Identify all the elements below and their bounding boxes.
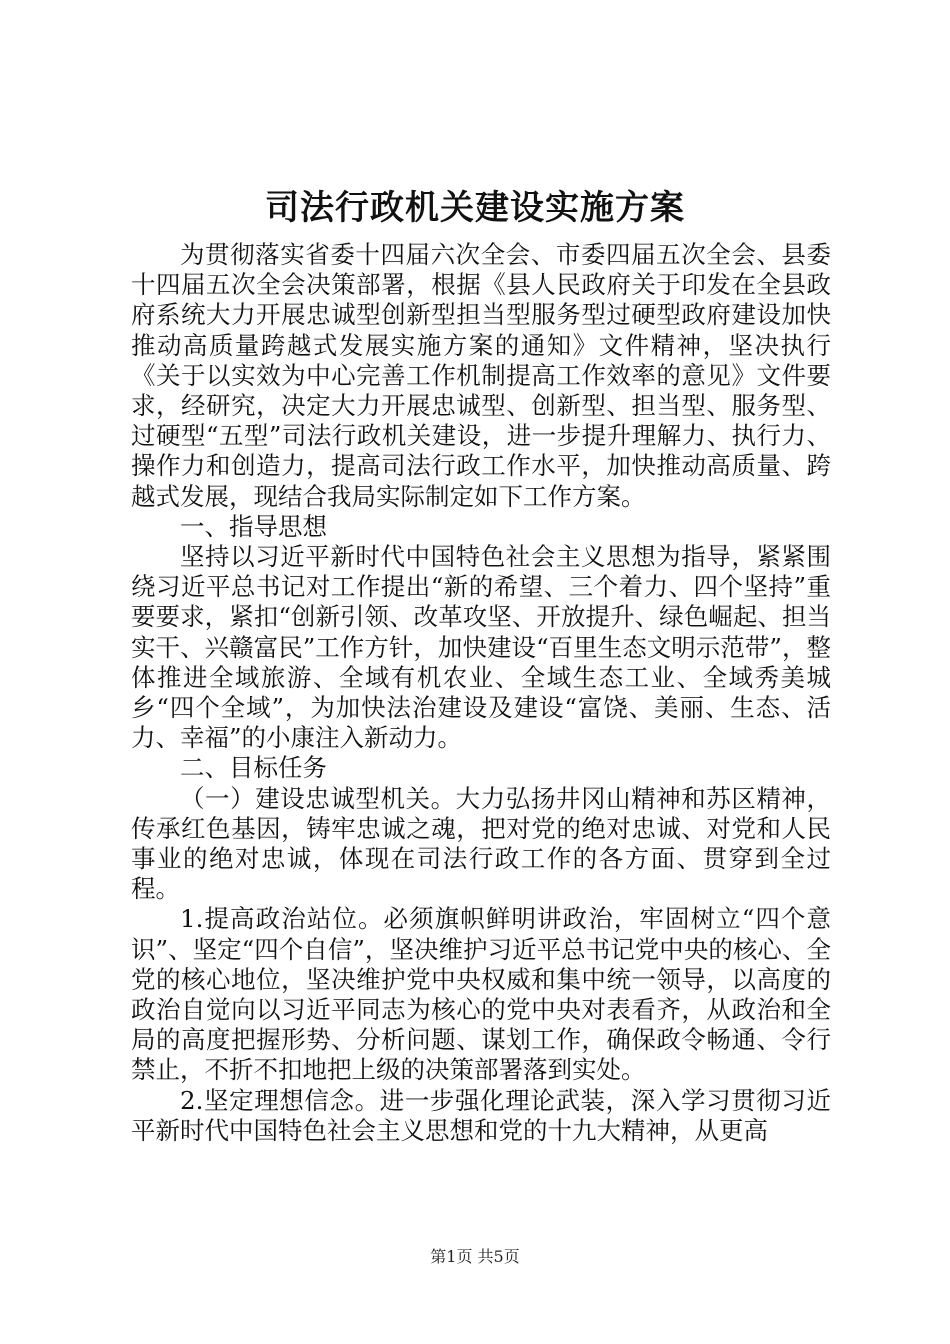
page-footer: 第1页 共5页 <box>430 1247 520 1266</box>
loyal-organ-paragraph: （一）建设忠诚型机关。大力弘扬井冈山精神和苏区精神，传承红色基因，铸牢忠诚之魂，把对党的绝对忠诚、对党和人民事业的绝对忠诚，体现在司法行政工作的各方面、贯穿到全过程。 <box>131 783 831 904</box>
intro-paragraph: 为贯彻落实省委十四届六次全会、市委四届五次全会、县委十四届五次全会决策部署，根据《县人民政府关于印发在全县政府系统大力开展忠诚型创新型担当型服务型过硬型政府建设加快推动高质量跨越式发展实施方案的通知》文件精神，坚决执行《关于以实效为中心完善工作机制提高工作效率的意见》文件要求，经研究，决定大力开展忠诚型、创新型、担当型、服务型、过硬型“五型”司法行政机关建设，进一步提升理解力、执行力、操作力和创造力，提高司法行政工作水平，加快推动高质量、跨越式发展，现结合我局实际制定如下工作方案。 <box>131 240 831 511</box>
political-stance-paragraph: 1.提高政治站位。必须旗帜鲜明讲政治，牢固树立“四个意识”、坚定“四个自信”，坚决维护习近平总书记党中央的核心、全党的核心地位，坚决维护党中央权威和集中统一领导，以高度的政治自觉向以习近平同志为核心的党中央对表看齐，从政治和全局的高度把握形势、分析问题、谋划工作，确保政令畅通、令行禁止，不折不扣地把上级的决策部署落到实处。 <box>131 904 831 1085</box>
document-title: 司法行政机关建设实施方案 <box>265 188 685 228</box>
document-body <box>131 240 831 1146</box>
section-heading-guiding-thought: 一、指导思想 <box>180 511 327 541</box>
section-heading-goals: 二、目标任务 <box>180 753 327 783</box>
ideals-paragraph: 2.坚定理想信念。进一步强化理论武装，深入学习贯彻习近平新时代中国特色社会主义思想和党的十九大精神，从更高 <box>131 1085 831 1145</box>
guiding-thought-paragraph: 坚持以习近平新时代中国特色社会主义思想为指导，紧紧围绕习近平总书记对工作提出“新的希望、三个着力、四个坚持”重要要求，紧扣“创新引领、改革攻坚、开放提升、绿色崛起、担当实干、兴赣富民”工作方针，加快建设“百里生态文明示范带”，整体推进全域旅游、全域有机农业、全域生态工业、全域秀美城乡“四个全域”，为加快法治建设及建设“富饶、美丽、生态、活力、幸福”的小康注入新动力。 <box>131 542 831 753</box>
